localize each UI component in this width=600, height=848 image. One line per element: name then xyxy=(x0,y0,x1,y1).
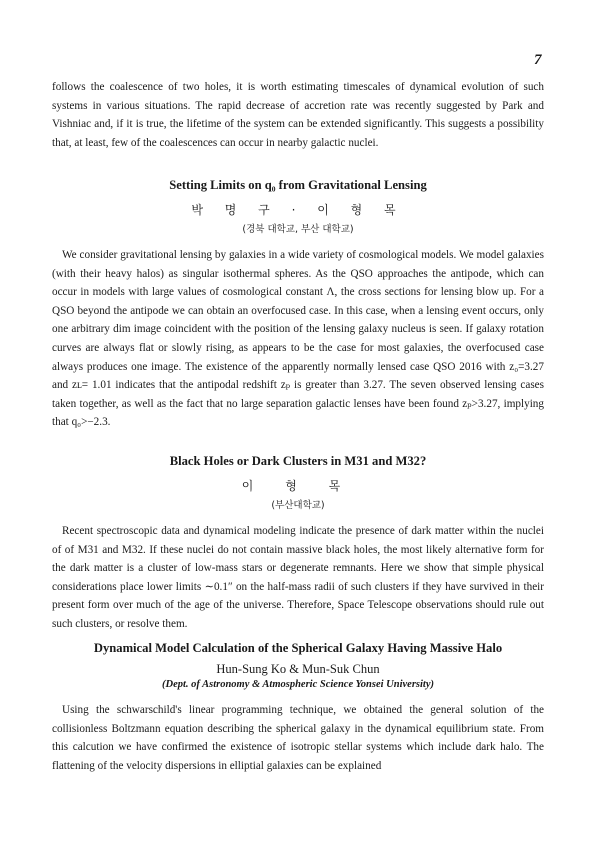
lensing-affiliation: (경북 대학교, 부산 대학교) xyxy=(242,224,354,235)
dynamical-abstract: Using the schwarschild's linear programming technique, we obtained the general solution of the collisionless Boltzmann equation describing the spherical galaxy in the dynamical equilibrium state. From this calcution we have confirmed the existence of isotropic stellar systems which include dark halo. The flattening of the velocity dispersions in elliptial galaxies can be explained xyxy=(52,704,544,772)
dynamical-title: Dynamical Model Calculation of the Spherical Galaxy Having Massive Halo xyxy=(93,641,503,655)
blackholes-section xyxy=(52,454,544,634)
blackholes-title: Black Holes or Dark Clusters in M31 and M32? xyxy=(169,454,427,468)
lensing-title: Setting Limits on q₀ from Gravitational Lensing xyxy=(169,178,427,192)
intro-paragraph: follows the coalescence of two holes, it is worth estimating timescales of dynamical evolution of such systems in various situations. The rapid decrease of accretion rate was recently suggested by Park and Vishniac and, if it is true, the lifetime of the system can be extended significantly. This suggests a possibility that, at least, few of the coalescences can occur in nearby galactic nuclei. xyxy=(52,81,544,149)
lensing-authors: 박 명 구 · 이 형 목 xyxy=(191,203,405,217)
blackholes-abstract: Recent spectroscopic data and dynamical modeling indicate the presence of dark matter within the nuclei of of M31 and M32. If these nuclei do not contain massive black holes, the most likely alternative form for the dark matter is a cluster of low-mass stars or degenerate remnants. Here we show that simple physical considerations place lower limits ∼0.1″ on the half-mass radii of such clusters if they have survived in their present form over much of the age of the universe. Therefore, Space Telescope observations should rule out such clusters, or resolve them. xyxy=(52,525,544,630)
dynamical-section xyxy=(52,641,544,775)
page-number: 7 xyxy=(534,52,542,68)
dynamical-authors: Hun-Sung Ko & Mun-Suk Chun xyxy=(216,662,380,676)
lensing-section xyxy=(52,178,544,432)
blackholes-authors: 이 형 목 xyxy=(241,479,355,493)
intro-section xyxy=(52,78,544,152)
dynamical-affiliation: (Dept. of Astronomy & Atmospheric Science Yonsei University) xyxy=(161,679,434,690)
blackholes-affiliation: (부산대학교) xyxy=(271,500,325,511)
lensing-abstract: We consider gravitational lensing by galaxies in a wide variety of cosmological models. We model galaxies (with their heavy halos) as singular isothermal spheres. As the QSO approaches the antipode, which can occur in models with large values of cosmological constant Λ, the cross sections for lensing blow up. For a QSO beyond the antipode we can obtain an overfocused case. In this case, when a lensing event occurs, only one arbitrary dim image coincident with the position of the lensing galaxy nucleus is seen. If galaxy rotation curves are always flat or slowly rising, as appears to be the case for most galaxies, the overfocused case always produces one image. The existence of the apparently normally lensed case QSO 2016 with z₀=3.27 and zʟ= 1.01 indicates that the antipodal redshift zₚ is greater than 3.27. The seven observed lensing cases taken together, as well as the fact that no large separation galactic lenses have been found zₚ>3.27, implying that q₀>−2.3. xyxy=(52,249,544,429)
